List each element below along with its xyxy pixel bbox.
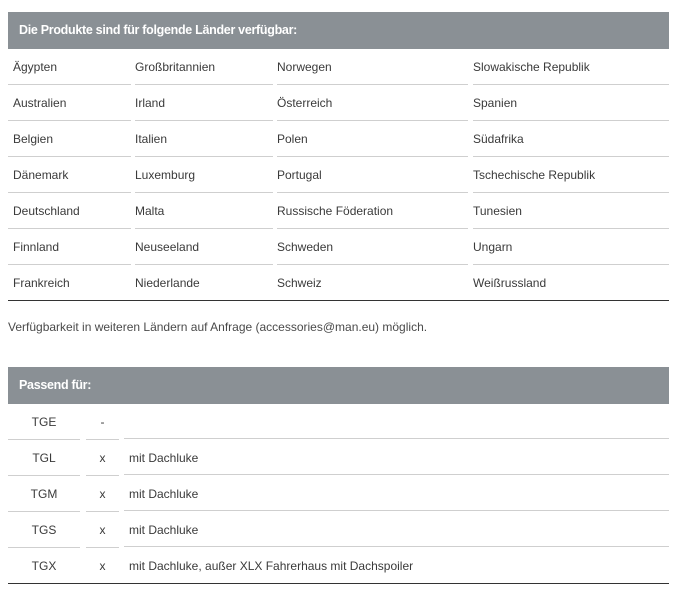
model-cell: TGS — [8, 512, 80, 548]
model-cell: TGM — [8, 476, 80, 512]
country-cell: Schweden — [277, 229, 468, 265]
country-cell: Österreich — [277, 85, 468, 121]
table-row — [8, 157, 669, 193]
table-bottom-rule — [8, 300, 669, 301]
table-row — [8, 85, 669, 121]
fit-note-cell: mit Dachluke — [124, 440, 669, 475]
table-row — [8, 548, 669, 584]
fit-marker-cell: x — [99, 559, 106, 573]
table-row — [8, 265, 669, 301]
fit-title: Passend für: — [19, 378, 92, 392]
country-cell: Dänemark — [8, 157, 131, 193]
model-cell: TGL — [8, 440, 80, 476]
fit-note-cell: mit Dachluke — [124, 476, 669, 511]
country-cell: Tunesien — [473, 193, 669, 229]
table-row — [8, 440, 669, 476]
table-row — [8, 404, 669, 440]
country-cell: Frankreich — [13, 276, 70, 290]
table-row — [8, 49, 669, 85]
countries-table — [8, 49, 669, 301]
model-cell: TGX — [31, 559, 57, 573]
country-cell: Russische Föderation — [277, 193, 468, 229]
table-row — [8, 121, 669, 157]
fit-header — [8, 367, 669, 404]
country-cell: Belgien — [8, 121, 131, 157]
fit-note-cell — [124, 404, 669, 439]
fit-note-cell: mit Dachluke — [124, 512, 669, 547]
fit-marker-cell: x — [86, 476, 119, 512]
country-cell: Malta — [135, 193, 273, 229]
country-cell: Portugal — [277, 157, 468, 193]
country-cell: Irland — [135, 85, 273, 121]
table-row — [8, 229, 669, 265]
fit-table — [8, 404, 669, 584]
table-row — [8, 476, 669, 512]
table-row — [8, 193, 669, 229]
fit-note-cell: mit Dachluke, außer XLX Fahrerhaus mit Dachspoiler — [129, 559, 414, 573]
model-cell: TGE — [8, 404, 80, 440]
country-cell: Slowakische Republik — [473, 49, 669, 85]
country-cell: Ägypten — [8, 49, 131, 85]
table-row — [8, 512, 669, 548]
country-cell: Spanien — [473, 85, 669, 121]
country-cell: Australien — [8, 85, 131, 121]
availability-note: Verfügbarkeit in weiteren Ländern auf Anfrage (accessories@man.eu) möglich. — [8, 320, 428, 334]
country-cell: Luxemburg — [135, 157, 273, 193]
countries-title: Die Produkte sind für folgende Länder verfügbar: — [19, 23, 297, 37]
country-cell: Finnland — [8, 229, 131, 265]
country-cell: Großbritannien — [135, 49, 273, 85]
fit-marker-cell: x — [86, 512, 119, 548]
country-cell: Niederlande — [135, 276, 200, 290]
fit-marker-cell: x — [86, 440, 119, 476]
country-cell: Deutschland — [8, 193, 131, 229]
country-cell: Polen — [277, 121, 468, 157]
fit-marker-cell: - — [86, 404, 119, 440]
countries-header — [8, 12, 669, 49]
country-cell: Ungarn — [473, 229, 669, 265]
country-cell: Weißrussland — [473, 276, 547, 290]
country-cell: Norwegen — [277, 49, 468, 85]
country-cell: Südafrika — [473, 121, 669, 157]
country-cell: Tschechische Republik — [473, 157, 669, 193]
country-cell: Neuseeland — [135, 229, 273, 265]
country-cell: Schweiz — [277, 276, 322, 290]
country-cell: Italien — [135, 121, 273, 157]
table-bottom-rule — [8, 583, 669, 584]
